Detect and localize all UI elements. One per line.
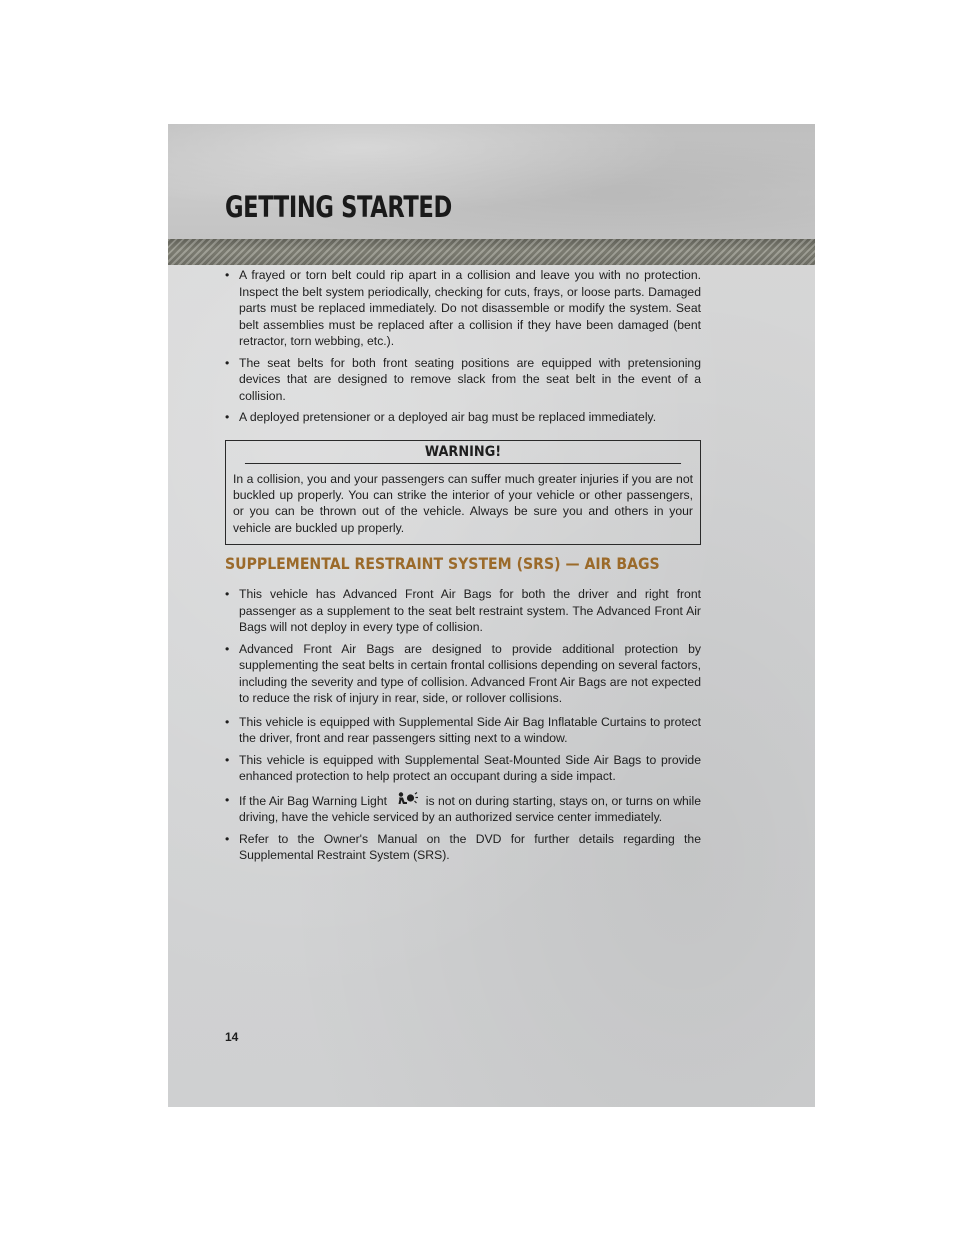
srs-bullets (225, 586, 701, 864)
warning-light-text-before: If the Air Bag Warning Light (239, 793, 387, 808)
page-number: 14 (225, 1030, 239, 1044)
section-heading: SUPPLEMENTAL RESTRAINT SYSTEM (SRS) — AIR BAGS (225, 554, 660, 573)
list-item: • This vehicle is equipped with Supplemental Side Air Bag Inflatable Curtains to protect the driver, front and rear passengers sitting next to a window. (225, 714, 701, 747)
list-item: • This vehicle has Advanced Front Air Bags for both the driver and right front passenger as a supplement to the seat belt restraint system. The Advanced Front Air Bags will not deploy in every type of collision. (225, 586, 701, 636)
manual-page (168, 124, 815, 1107)
page-title: GETTING STARTED (225, 190, 452, 224)
warning-title: WARNING! (245, 441, 681, 464)
list-item: • The seat belts for both front seating positions are equipped with pretensioning devices that are designed to remove slack from the seat belt in the event of a collision. (225, 355, 701, 405)
list-item (225, 792, 701, 826)
warning-light-text-after: is not on during starting, stays on, or turns on while driving, have the vehicle serviced by an authorized service center immediately. (239, 793, 701, 824)
list-item: • This vehicle is equipped with Supplemental Seat-Mounted Side Air Bags to provide enhanced protection to help protect an occupant during a side impact. (225, 752, 701, 785)
warning-box (225, 440, 701, 545)
list-item: • A frayed or torn belt could rip apart in a collision and leave you with no protection. Inspect the belt system periodically, checking for cuts, frays, or loose parts. Damaged parts must be replaced immediately. Do not disassemble or modify the system. Seat belt assemblies must be replaced after a collision if they have been damaged (bent retractor, torn webbing, etc.). (225, 267, 701, 350)
warning-text: In a collision, you and your passengers can suffer much greater injuries if you are not buckled up properly. You can strike the interior of your vehicle or other passengers, or you can be thrown out of the vehicle. Always be sure you and others in your vehicle are buckled up properly. (233, 472, 693, 535)
list-item: • Refer to the Owner's Manual on the DVD for further details regarding the Supplemental Restraint System (SRS). (225, 831, 701, 864)
list-item: • A deployed pretensioner or a deployed air bag must be replaced immediately. (225, 409, 701, 426)
page-header (168, 124, 815, 239)
header-texture-band (168, 239, 815, 265)
airbag-warning-icon (396, 792, 418, 807)
list-item: • Advanced Front Air Bags are designed to provide additional protection by supplementing the seat belts in certain frontal collisions depending on several factors, including the severity and type of collision. Advanced Front Air Bags are not expected to reduce the risk of injury in rear, side, or rollover collisions. (225, 641, 701, 707)
seat-belt-bullets (225, 267, 701, 426)
